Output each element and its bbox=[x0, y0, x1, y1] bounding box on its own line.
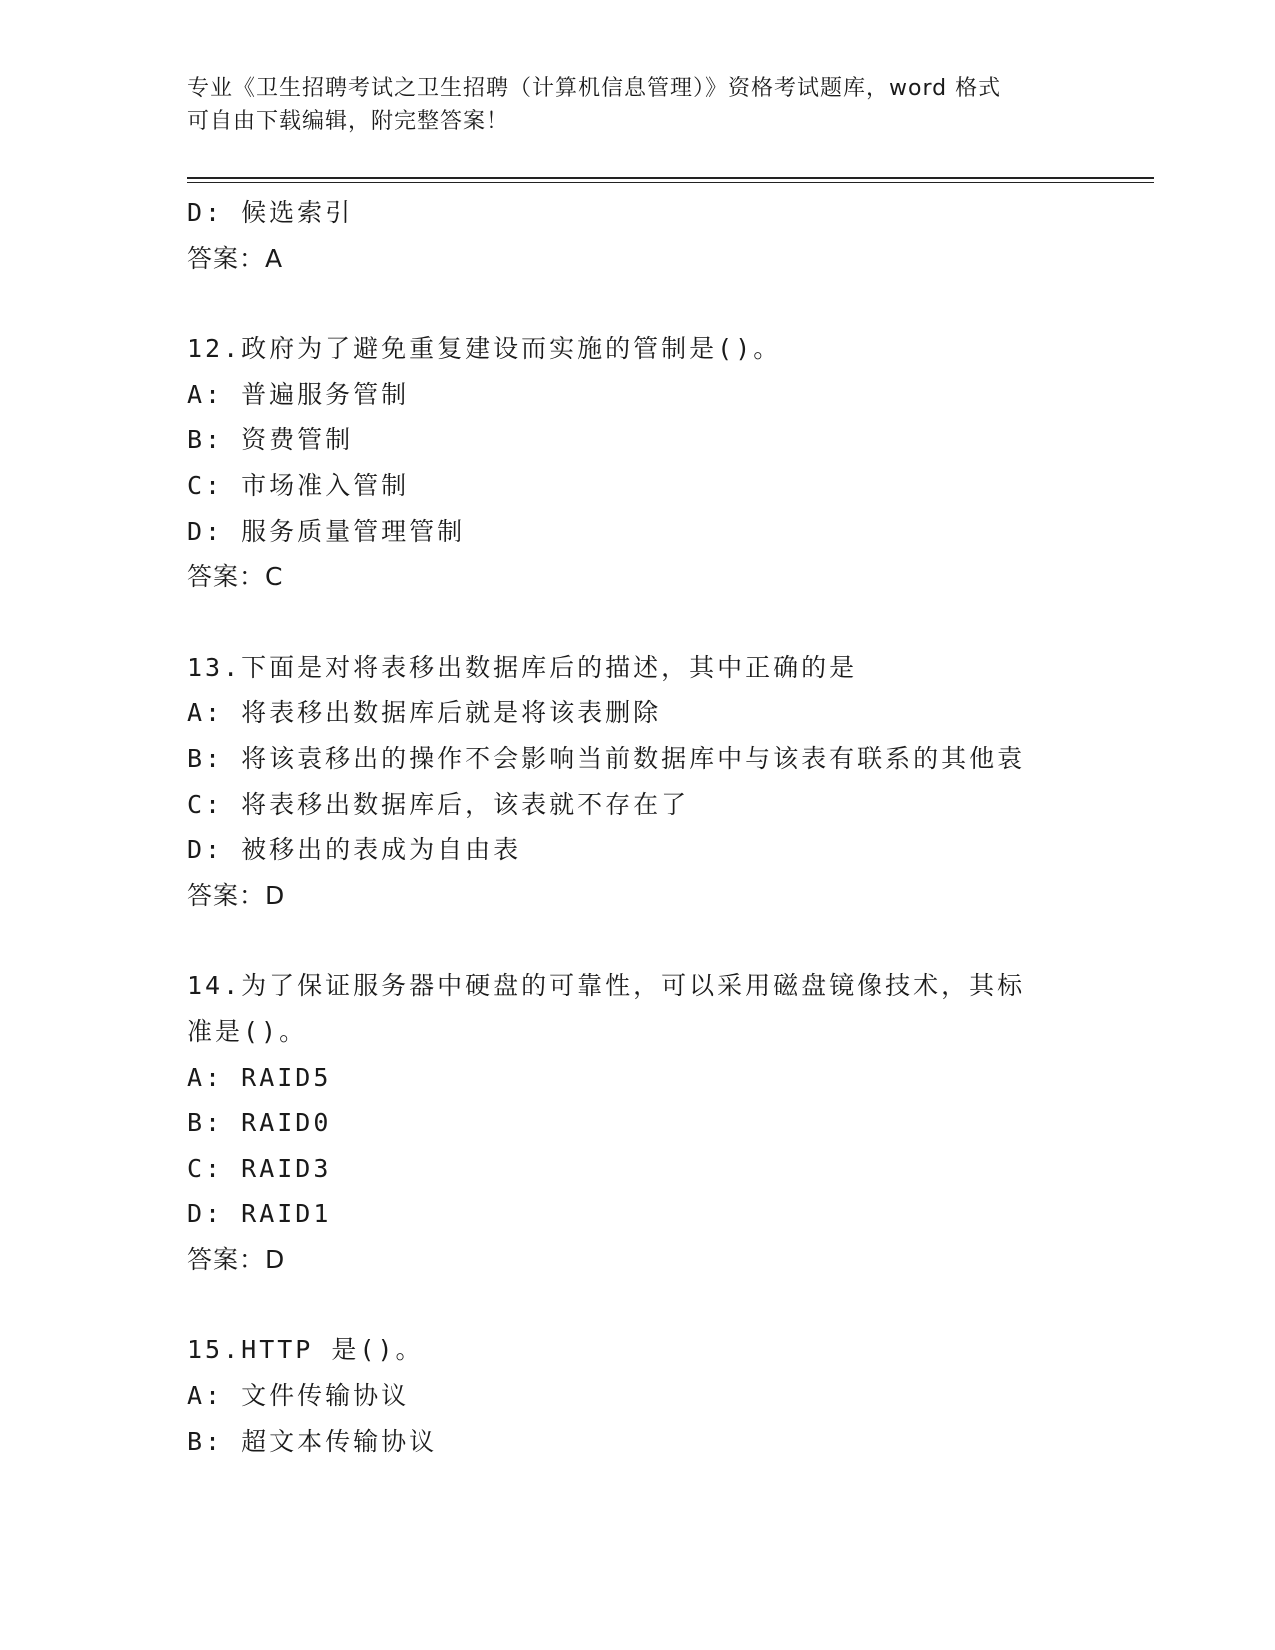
question-stem: 13.下面是对将表移出数据库后的描述，其中正确的是 bbox=[187, 652, 858, 682]
header-line-1: 专业《卫生招聘考试之卫生招聘（计算机信息管理）》资格考试题库，word 格式 bbox=[187, 76, 1002, 101]
answer-line: 答案：C bbox=[187, 562, 284, 592]
question-stem: 15.HTTP 是()。 bbox=[187, 1335, 424, 1365]
question-13 bbox=[187, 645, 1147, 919]
option-a: A: 文件传输协议 bbox=[187, 1381, 410, 1411]
option-d: D: 被移出的表成为自由表 bbox=[187, 835, 522, 865]
option-a: A: 将表移出数据库后就是将该表删除 bbox=[187, 698, 662, 728]
answer-line: 答案：D bbox=[187, 880, 286, 910]
answer-line: 答案：A bbox=[187, 243, 284, 273]
question-12 bbox=[187, 326, 1147, 600]
header-divider bbox=[187, 177, 1154, 179]
header-divider-thin bbox=[187, 182, 1154, 183]
document-header bbox=[187, 72, 1087, 138]
option-a: A: 普遍服务管制 bbox=[187, 379, 410, 409]
option-d: D: 候选索引 bbox=[187, 198, 354, 227]
option-a: A: RAID5 bbox=[187, 1062, 332, 1092]
option-b: B: 将该袁移出的操作不会影响当前数据库中与该表有联系的其他袁 bbox=[187, 743, 1026, 773]
header-line-2: 可自由下载编辑，附完整答案！ bbox=[187, 109, 510, 134]
option-b: B: RAID0 bbox=[187, 1108, 332, 1138]
option-d: D: RAID1 bbox=[187, 1199, 332, 1229]
option-c: C: 将表移出数据库后，该表就不存在了 bbox=[187, 789, 690, 819]
question-stem: 12.政府为了避免重复建设而实施的管制是()。 bbox=[187, 334, 782, 364]
question-stem: 14.为了保证服务器中硬盘的可靠性，可以采用磁盘镜像技术，其标准是()。 bbox=[187, 971, 1026, 1046]
answer-line: 答案：D bbox=[187, 1244, 286, 1274]
question-14 bbox=[187, 963, 1147, 1282]
option-c: C: RAID3 bbox=[187, 1153, 332, 1183]
question-list bbox=[187, 190, 1147, 1464]
question-15 bbox=[187, 1327, 1147, 1464]
option-b: B: 超文本传输协议 bbox=[187, 1426, 438, 1456]
option-c: C: 市场准入管制 bbox=[187, 470, 410, 500]
option-b: B: 资费管制 bbox=[187, 425, 354, 455]
option-d: D: 服务质量管理管制 bbox=[187, 516, 466, 546]
